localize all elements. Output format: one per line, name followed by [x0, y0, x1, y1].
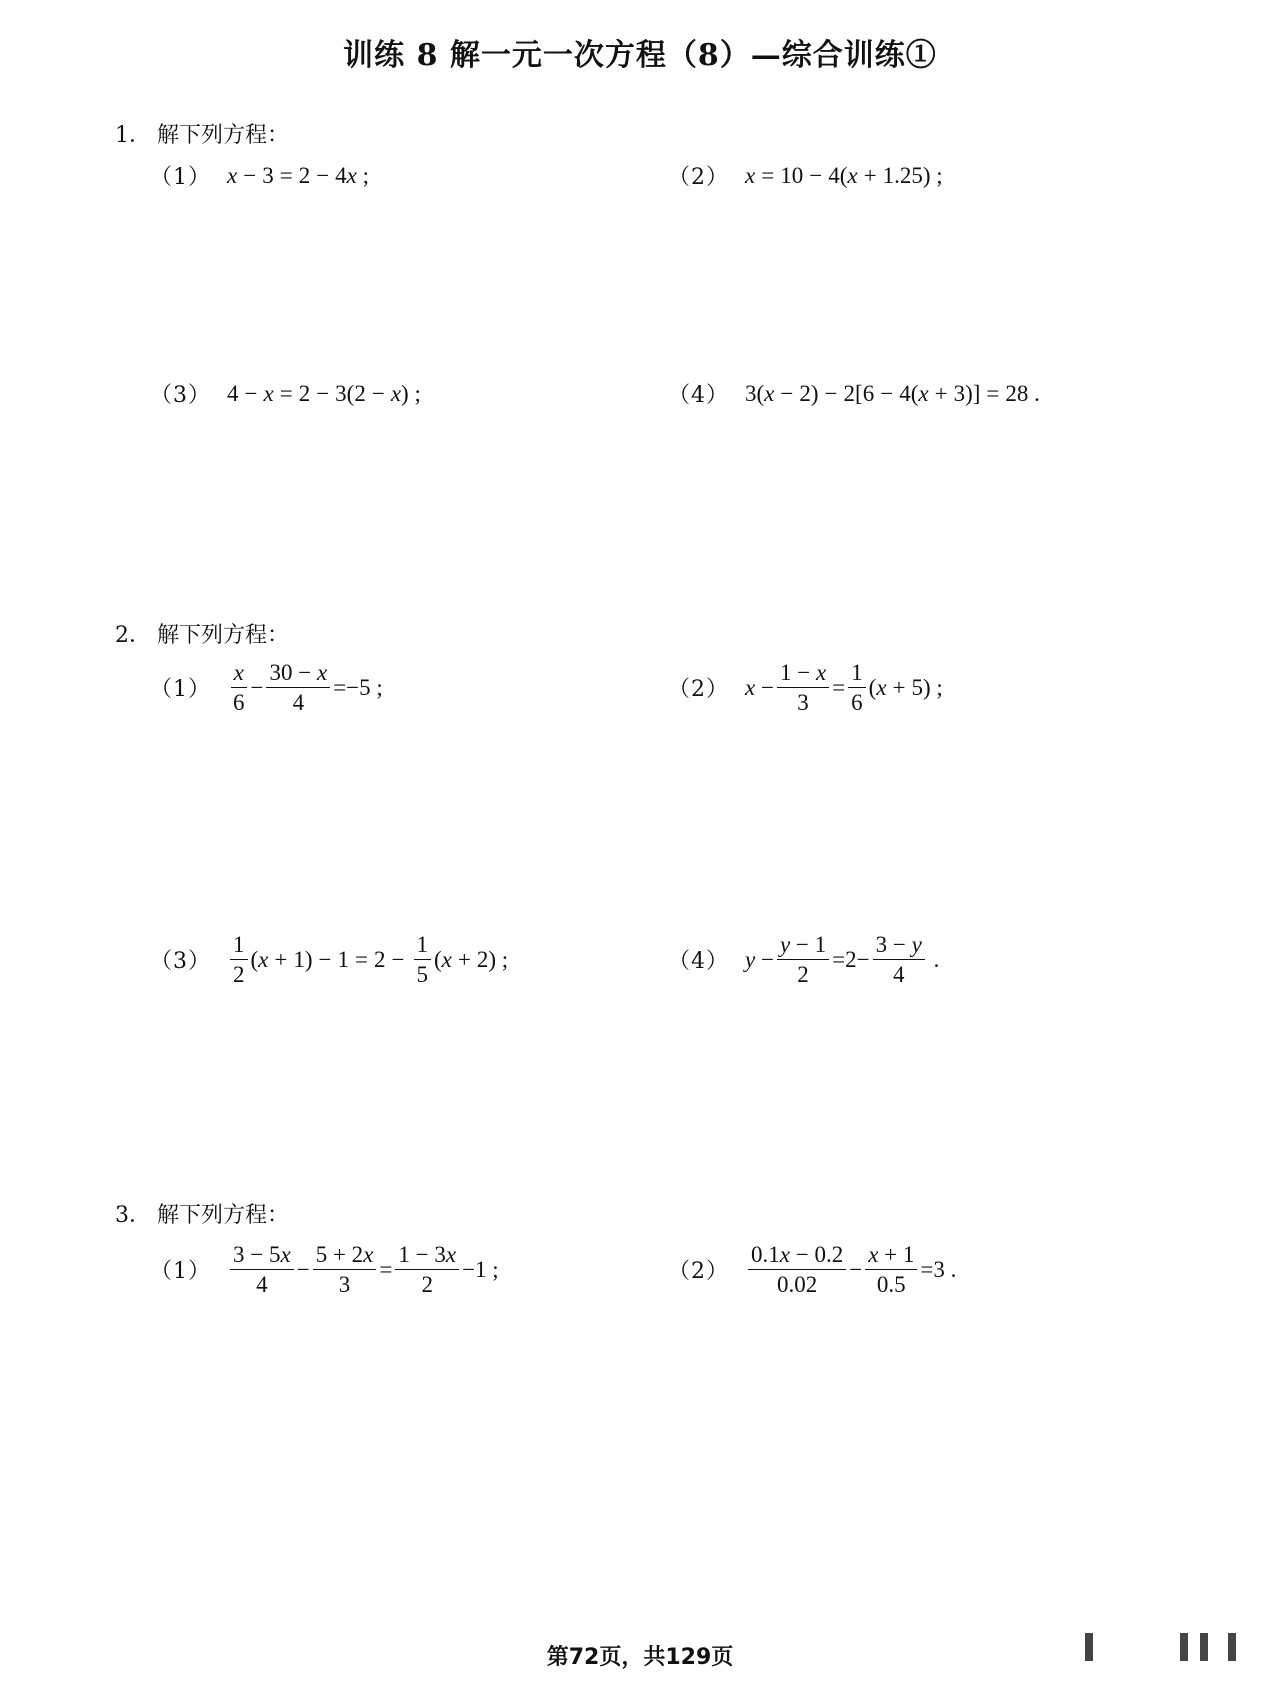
question-number: 1． — [115, 123, 151, 148]
equation: x − 3 = 2 − 4 x ; — [227, 162, 370, 188]
problem-label: （4） — [668, 383, 729, 408]
problem-1-4 — [668, 378, 1040, 409]
problem-label: （4） — [668, 949, 729, 975]
problem-2-1 — [150, 660, 383, 716]
problem-label: （2） — [668, 677, 729, 703]
question-2-heading — [115, 618, 289, 649]
problem-label: （2） — [668, 165, 729, 190]
question-1-heading — [115, 118, 289, 149]
problem-2-3 — [150, 932, 508, 988]
equation: 4 − x = 2 − 3(2 − x ) ; — [227, 380, 421, 406]
scan-artifact — [1228, 1633, 1236, 1661]
problem-2-2 — [668, 660, 943, 716]
scan-artifact — [1180, 1633, 1188, 1661]
problem-label: （2） — [668, 1259, 729, 1285]
equation: $\frac{3 - 5x}{4}$ − $\frac{5 + 2x}{3}$ = $\frac{1 - 3x}{2}$ −1 ; — [227, 1242, 499, 1298]
equation: x = 10 − 4( x + 1.25) ; — [745, 162, 943, 188]
equation: $\frac{0.1x - 0.2}{0.02}$ − $\frac{x + 1}{0.5}$ =3 . — [745, 1242, 956, 1298]
page-footer: 第72页，共129页 — [546, 1645, 734, 1670]
question-prompt: 解下列方程： — [157, 623, 290, 648]
problem-label: （1） — [150, 165, 211, 190]
problem-label: （1） — [150, 677, 211, 703]
question-prompt: 解下列方程： — [157, 123, 290, 148]
question-3-heading — [115, 1198, 289, 1229]
problem-label: （3） — [150, 383, 211, 408]
problem-label: （3） — [150, 949, 211, 975]
equation: x − $\frac{1 - x}{3}$ = $\frac{1}{6}$ ( x + 5) ; — [745, 660, 943, 716]
scan-artifact — [1085, 1633, 1093, 1661]
scan-artifact — [1200, 1633, 1208, 1661]
equation: $\frac{x}{6}$ − $\frac{30 - x}{4}$ =−5 ; — [227, 660, 383, 716]
problem-1-2 — [668, 160, 943, 191]
question-number: 2． — [115, 623, 151, 648]
problem-label: （1） — [150, 1259, 211, 1285]
equation: y − $\frac{y - 1}{2}$ =2− $\frac{3 - y}{4}$ . — [745, 932, 940, 988]
equation: 3( x − 2) − 2[6 − 4( x + 3)] = 28 . — [745, 380, 1040, 406]
equation: $\frac{1}{2}$ ( x + 1) − 1 = 2 − $\frac{1}{5}$ ( x + 2) ; — [227, 932, 508, 988]
page-title: 训练 8 解一元一次方程（8）—综合训练① — [343, 38, 937, 73]
question-prompt: 解下列方程： — [157, 1203, 290, 1228]
problem-3-1 — [150, 1242, 499, 1298]
problem-3-2 — [668, 1242, 956, 1298]
problem-1-3 — [150, 378, 421, 409]
question-number: 3． — [115, 1203, 151, 1228]
problem-1-1 — [150, 160, 369, 191]
problem-2-4 — [668, 932, 939, 988]
